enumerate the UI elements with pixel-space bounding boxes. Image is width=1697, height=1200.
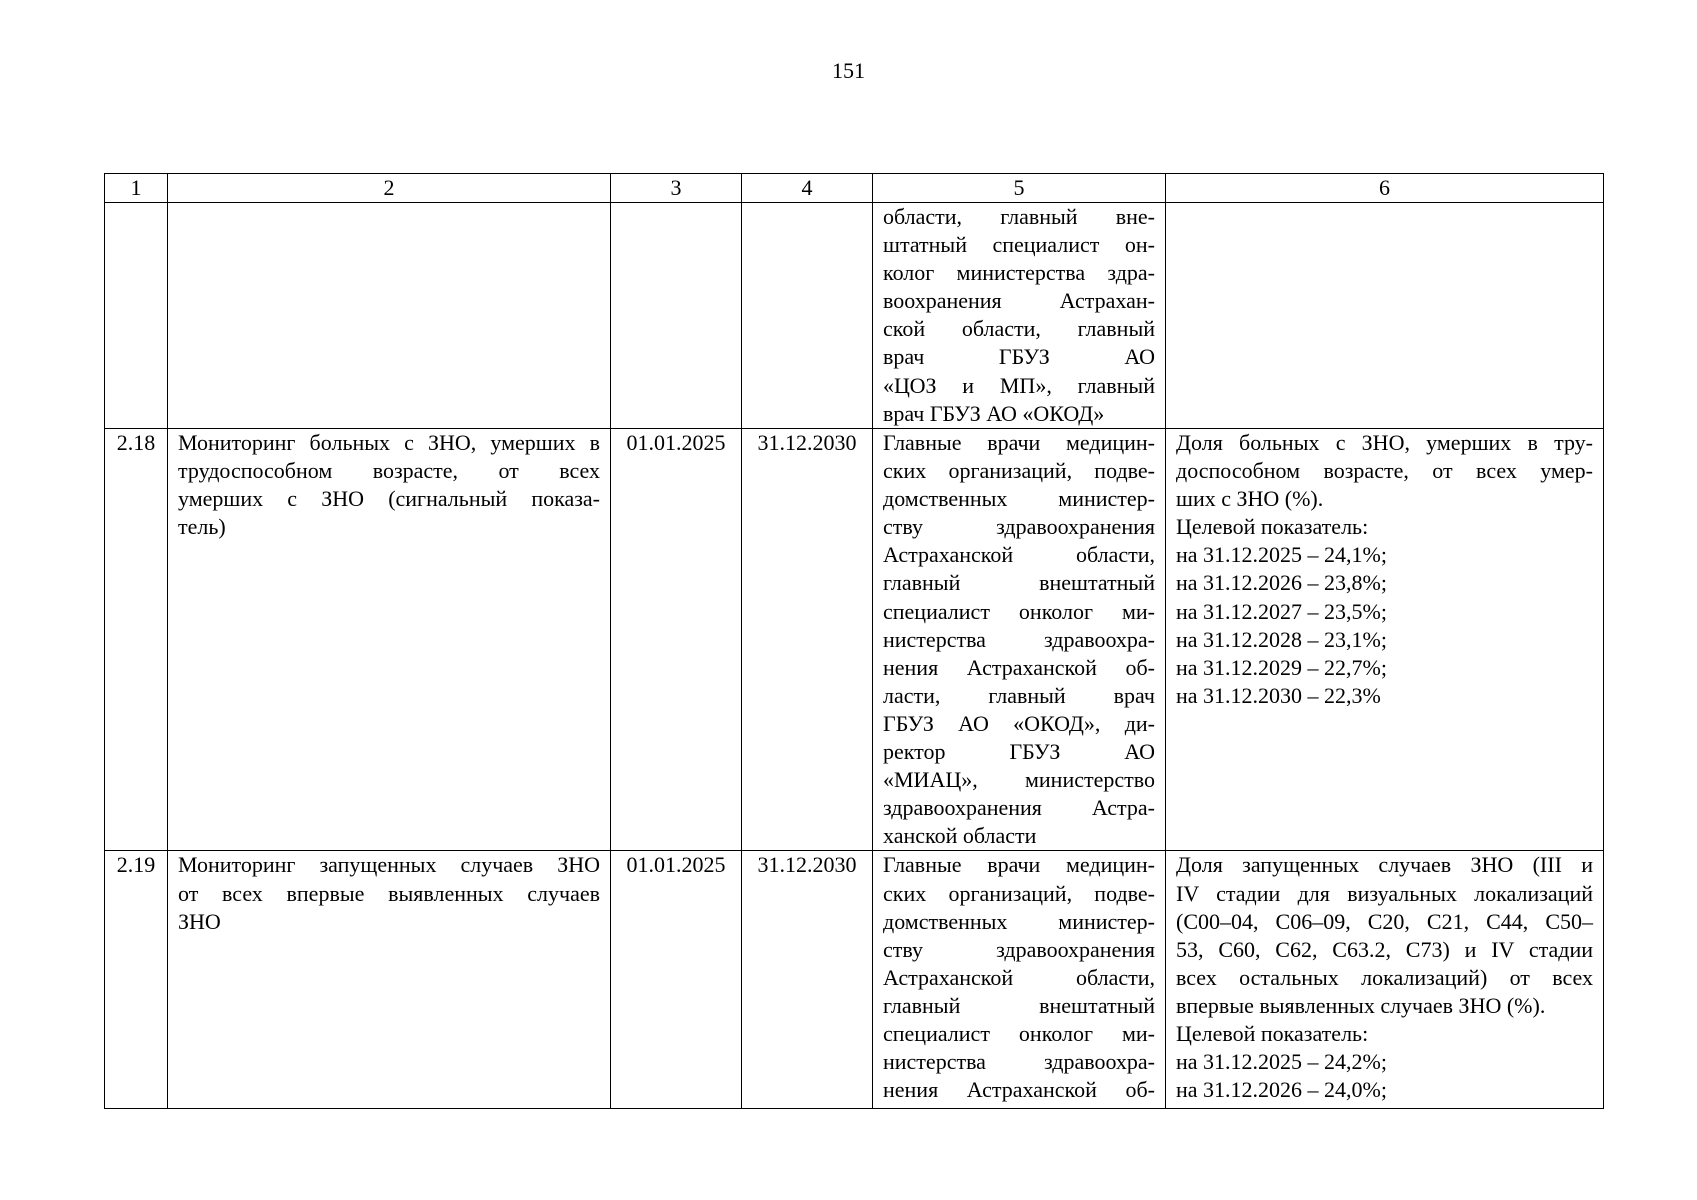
text-line: врач ГБУЗ АО xyxy=(883,344,1155,370)
text-line: ству здравоохранения xyxy=(883,514,1155,540)
text-line: на 31.12.2025 – 24,2%; xyxy=(1176,1049,1387,1075)
text-line: «МИАЦ», министерство xyxy=(883,767,1155,793)
responsible-cell xyxy=(873,851,1166,1109)
text-line: Астраханской области, xyxy=(883,964,1155,990)
text-line: Главные врачи медицин- xyxy=(883,852,1155,878)
text-line: Астраханской области, xyxy=(883,542,1155,568)
text-line: нистерства здравоохра- xyxy=(883,1049,1155,1075)
responsible-cell xyxy=(873,203,1166,429)
page-number: 151 xyxy=(832,58,865,83)
text-line: главный внештатный xyxy=(883,570,1155,596)
row-number: 2.18 xyxy=(105,429,168,851)
text-line: IV стадии для визуальных локализаций xyxy=(1176,880,1593,906)
text-line: на 31.12.2025 – 24,1%; xyxy=(1176,542,1387,568)
table-row-2-19 xyxy=(105,851,1604,1109)
text-line: тель) xyxy=(178,514,226,540)
end-date: 31.12.2030 xyxy=(742,851,873,1109)
text-line: (С00–04, С06–09, С20, С21, С44, С50– xyxy=(1176,908,1593,934)
table-header-row xyxy=(105,174,1604,203)
column-header-1: 1 xyxy=(105,174,168,203)
text-line: области, главный вне- xyxy=(883,204,1155,229)
start-date: 01.01.2025 xyxy=(611,429,742,851)
column-header-5: 5 xyxy=(873,174,1166,203)
column-header-4: 4 xyxy=(742,174,873,203)
text-line: доспособном возрасте, от всех умер- xyxy=(1176,458,1593,484)
text-line: Доля запущенных случаев ЗНО (III и xyxy=(1176,852,1593,878)
column-header-6: 6 xyxy=(1166,174,1604,203)
column-header-2: 2 xyxy=(168,174,611,203)
column-header-3: 3 xyxy=(611,174,742,203)
text-line: здравоохранения Астра- xyxy=(883,795,1155,821)
text-line: ласти, главный врач xyxy=(883,682,1155,708)
text-line: умерших с ЗНО (сигнальный показа- xyxy=(178,486,600,512)
text-line: домственных министер- xyxy=(883,486,1155,512)
text-line: всех остальных локализаций) от всех xyxy=(1176,964,1593,990)
text-line: на 31.12.2029 – 22,7%; xyxy=(1176,654,1387,680)
text-line: ших с ЗНО (%). xyxy=(1176,486,1324,512)
text-line: ству здравоохранения xyxy=(883,936,1155,962)
text-line: нистерства здравоохра- xyxy=(883,626,1155,652)
text-line: на 31.12.2030 – 22,3% xyxy=(1176,682,1381,708)
text-line: трудоспособном возрасте, от всех xyxy=(178,458,600,484)
table-row-continued xyxy=(105,203,1604,429)
text-line: специалист онколог ми- xyxy=(883,598,1155,624)
text-line: Мониторинг больных с ЗНО, умерших в xyxy=(178,430,600,455)
table-row-2-18 xyxy=(105,429,1604,851)
text-line: Главные врачи медицин- xyxy=(883,430,1155,455)
text-line: врач ГБУЗ АО «ОКОД» xyxy=(883,400,1105,426)
text-line: штатный специалист он- xyxy=(883,232,1155,258)
end-date: 31.12.2030 xyxy=(742,429,873,851)
text-line: ректор ГБУЗ АО xyxy=(883,739,1155,765)
indicator-cell xyxy=(1166,851,1604,1109)
activity-cell xyxy=(168,851,611,1109)
text-line: «ЦОЗ и МП», главный xyxy=(883,372,1155,398)
text-line: Доля больных с ЗНО, умерших в тру- xyxy=(1176,430,1593,455)
text-line: главный внештатный xyxy=(883,992,1155,1018)
text-line: нения Астраханской об- xyxy=(883,654,1155,680)
text-line: ГБУЗ АО «ОКОД», ди- xyxy=(883,710,1155,736)
text-line: ЗНО xyxy=(178,908,221,934)
text-line: ханской области xyxy=(883,823,1037,849)
indicator-cell xyxy=(1166,429,1604,851)
text-line: на 31.12.2026 – 23,8%; xyxy=(1176,570,1387,596)
text-line: воохранения Астрахан- xyxy=(883,288,1155,314)
text-line: домственных министер- xyxy=(883,908,1155,934)
text-line: впервые выявленных случаев ЗНО (%). xyxy=(1176,992,1546,1018)
responsible-cell xyxy=(873,429,1166,851)
text-line: Целевой показатель: xyxy=(1176,1020,1369,1046)
text-line: специалист онколог ми- xyxy=(883,1020,1155,1046)
text-line: на 31.12.2028 – 23,1%; xyxy=(1176,626,1387,652)
plan-table xyxy=(104,173,1604,1109)
text-line: Целевой показатель: xyxy=(1176,514,1369,540)
text-line: ских организаций, подве- xyxy=(883,880,1155,906)
text-line: ских организаций, подве- xyxy=(883,458,1155,484)
text-line: ской области, главный xyxy=(883,316,1155,342)
row-number: 2.19 xyxy=(105,851,168,1109)
text-line: на 31.12.2026 – 24,0%; xyxy=(1176,1077,1387,1103)
activity-cell xyxy=(168,429,611,851)
start-date: 01.01.2025 xyxy=(611,851,742,1109)
text-line: нения Астраханской об- xyxy=(883,1077,1155,1103)
text-line: на 31.12.2027 – 23,5%; xyxy=(1176,598,1387,624)
text-line: от всех впервые выявленных случаев xyxy=(178,880,600,906)
text-line: Мониторинг запущенных случаев ЗНО xyxy=(178,852,600,878)
text-line: колог министерства здра- xyxy=(883,260,1155,286)
text-line: 53, С60, С62, С63.2, С73) и IV стадии xyxy=(1176,936,1593,962)
